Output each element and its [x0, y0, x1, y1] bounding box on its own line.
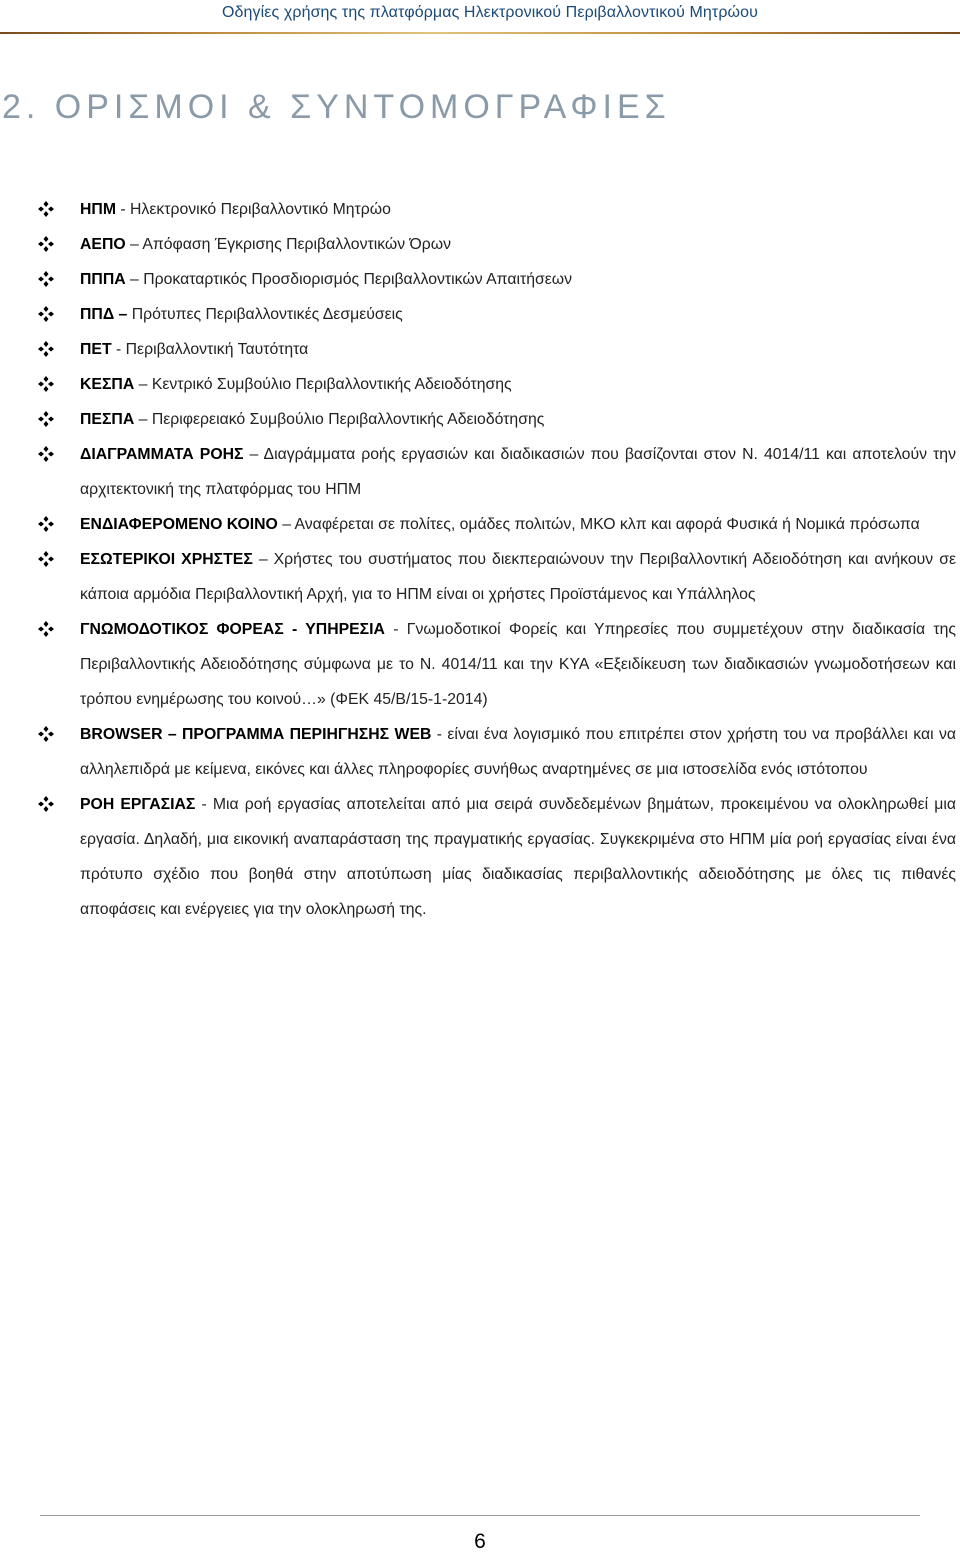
definition-description: – Περιφερειακό Συμβούλιο Περιβαλλοντικής Αδειοδότησης: [134, 411, 545, 428]
definition-item: [38, 262, 956, 297]
four-diamond-bullet-icon: [38, 262, 54, 297]
definitions-list: [38, 192, 956, 927]
definition-description: – Διαγράμματα ροής εργασιών και διαδικασιών που βασίζονται στον Ν. 4014/11 και αποτελούν την αρχιτεκτονική της πλατφόρμας του ΗΠΜ: [80, 446, 956, 498]
definition-description: - Ηλεκτρονικό Περιβαλλοντικό Μητρώο: [115, 201, 391, 218]
definition-item: [38, 367, 956, 402]
section-title: 2. ΟΡΙΣΜΟΙ & ΣΥΝΤΟΜΟΓΡΑΦΙΕΣ: [2, 88, 671, 126]
definition-item: [38, 717, 956, 787]
header-rule: [0, 32, 960, 34]
definition-item: [38, 612, 956, 717]
four-diamond-bullet-icon: [38, 612, 54, 647]
definition-item: [38, 192, 956, 227]
definition-term: ΡΟΗ ΕΡΓΑΣΙΑΣ: [80, 796, 196, 813]
definition-description: - Περιβαλλοντική Ταυτότητα: [111, 341, 309, 358]
definition-term: ΠΠΔ –: [80, 306, 128, 323]
definition-item: [38, 437, 956, 507]
definition-description: – Απόφαση Έγκρισης Περιβαλλοντικών Όρων: [125, 236, 452, 253]
definition-term: ΕΝΔΙΑΦΕΡΟΜΕΝΟ ΚΟΙΝΟ: [80, 516, 278, 533]
four-diamond-bullet-icon: [38, 402, 54, 437]
definition-term: ΓΝΩΜΟΔΟΤΙΚΟΣ ΦΟΡΕΑΣ - ΥΠΗΡΕΣΙΑ: [80, 621, 385, 638]
four-diamond-bullet-icon: [38, 437, 54, 472]
definition-item: [38, 507, 956, 542]
definition-term: ΠΕΤ: [80, 341, 112, 358]
four-diamond-bullet-icon: [38, 297, 54, 332]
definition-description: - Μια ροή εργασίας αποτελείται από μια σειρά συνδεδεμένων βημάτων, προκειμένου να ολοκληρωθεί μια εργασία. Δηλαδή, μια εικονική αναπαράσταση της πραγματικής εργασίας. Συγκεκριμένα στο ΗΠΜ μία ροή εργασίας είναι ένα πρότυπο σχέδιο που βοηθά στην αποτύπωση μίας διαδικασίας περιβαλλοντικής αδειοδότησης με όλες τις πιθανές αποφάσεις και ενέργειες για την ολοκληρωσή της.: [80, 796, 956, 918]
footer-rule: [40, 1515, 920, 1516]
definition-term: ΚΕΣΠΑ: [80, 376, 135, 393]
definition-term: ΕΣΩΤΕΡΙΚΟΙ ΧΡΗΣΤΕΣ: [80, 551, 253, 568]
four-diamond-bullet-icon: [38, 717, 54, 752]
four-diamond-bullet-icon: [38, 787, 54, 822]
definition-description: - είναι ένα λογισμικό που επιτρέπει στον χρήστη του να προβάλλει και να αλληλεπιδρά με κείμενα, εικόνες και άλλες πληροφορίες συνήθως αναρτημένες σε μια ιστοσελίδα ενός ιστότοπου: [80, 726, 956, 778]
running-header: Οδηγίες χρήσης της πλατφόρμας Ηλεκτρονικού Περιβαλλοντικού Μητρώου: [221, 4, 758, 21]
definition-description: – Χρήστες του συστήματος που διεκπεραιώνουν την Περιβαλλοντική Αδειοδότηση και ανήκουν σε κάποια αρμόδια Περιβαλλοντική Αρχή, για το ΗΠΜ είναι οι χρήστες Προϊστάμενος και Υπάλληλος: [80, 551, 956, 603]
definition-term: ΔΙΑΓΡΑΜΜΑΤΑ ΡΟΗΣ: [80, 446, 244, 463]
four-diamond-bullet-icon: [38, 227, 54, 262]
definition-description: - Γνωμοδοτικοί Φορείς και Υπηρεσίες που συμμετέχουν στην διαδικασία της Περιβαλλοντικής Αδειοδότησης σύμφωνα με το Ν. 4014/11 και την ΚΥΑ «Εξειδίκευση των διαδικασιών γνωμοδοτήσεων και τρόπου ενημέρωσης του κοινού…» (ΦΕΚ 45/Β/15-1-2014): [80, 621, 956, 708]
definition-description: Πρότυπες Περιβαλλοντικές Δεσμεύσεις: [127, 306, 403, 323]
four-diamond-bullet-icon: [38, 542, 54, 577]
definition-item: [38, 227, 956, 262]
definition-term: BROWSER – ΠΡΟΓΡΑΜΜΑ ΠΕΡΙΗΓΗΣΗΣ WEB: [80, 726, 432, 743]
four-diamond-bullet-icon: [38, 507, 54, 542]
definition-item: [38, 332, 956, 367]
definition-description: – Κεντρικό Συμβούλιο Περιβαλλοντικής Αδειοδότησης: [134, 376, 512, 393]
definition-item: [38, 787, 956, 927]
definition-term: ΠΠΠΑ: [80, 271, 126, 288]
four-diamond-bullet-icon: [38, 367, 54, 402]
definition-item: [38, 542, 956, 612]
definition-description: – Προκαταρτικός Προσδιορισμός Περιβαλλοντικών Απαιτήσεων: [125, 271, 573, 288]
definition-term: ΑΕΠΟ: [80, 236, 126, 253]
definition-item: [38, 297, 956, 332]
four-diamond-bullet-icon: [38, 332, 54, 367]
definition-item: [38, 402, 956, 437]
definition-description: – Αναφέρεται σε πολίτες, ομάδες πολιτών, ΜΚΟ κλπ και αφορά Φυσικά ή Νομικά πρόσωπα: [277, 516, 920, 533]
definition-term: ΠΕΣΠΑ: [80, 411, 135, 428]
four-diamond-bullet-icon: [38, 192, 54, 227]
page-number: 6: [474, 1530, 486, 1553]
definition-term: ΗΠΜ: [80, 201, 116, 218]
